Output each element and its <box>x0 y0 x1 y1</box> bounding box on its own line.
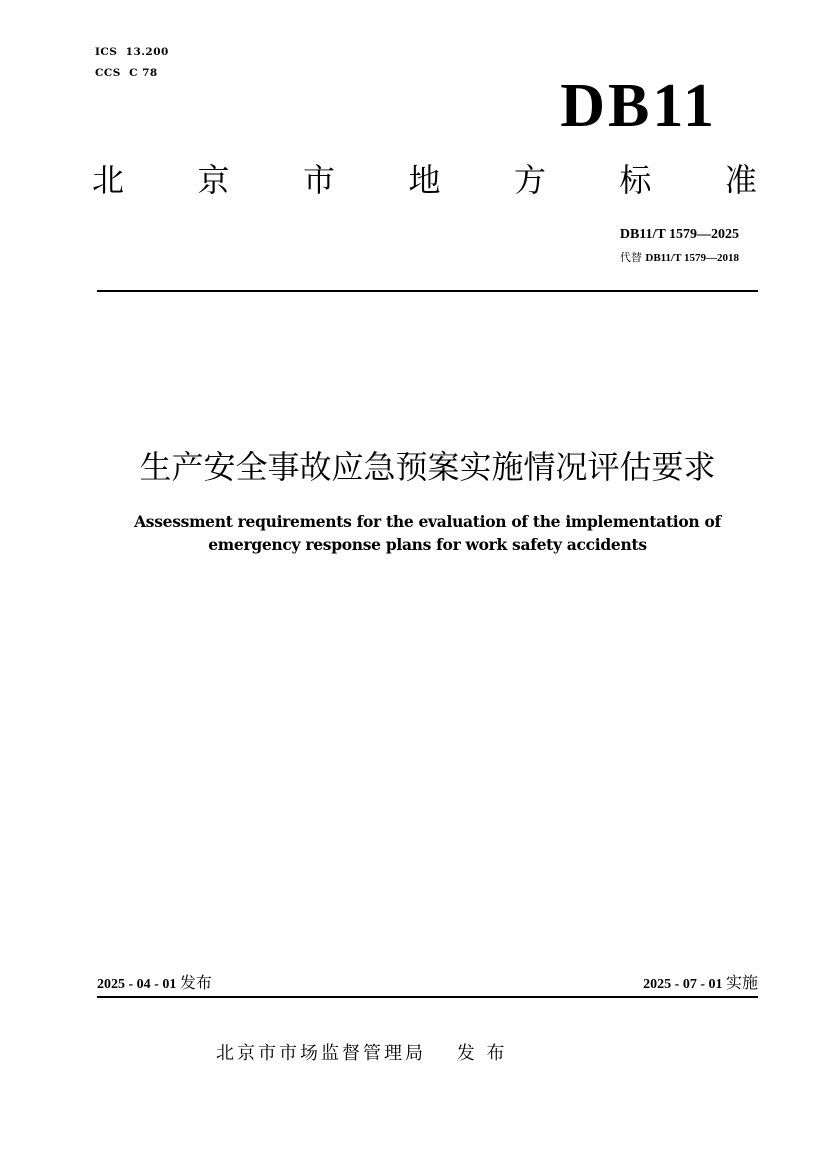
implement-date: 2025 - 07 - 01 <box>643 977 723 992</box>
standard-type-char: 标 <box>619 161 652 199</box>
standard-type-char: 市 <box>302 161 335 199</box>
issuer-name: 北京市市场监督管理局 <box>216 1043 426 1064</box>
replaces-code: DB11/T 1579—2018 <box>645 252 739 264</box>
english-title-line: Assessment requirements for the evaluation of the implementation of <box>134 512 721 531</box>
footer-divider <box>97 996 758 998</box>
standard-type-char: 方 <box>513 161 546 199</box>
standard-type-heading <box>92 158 757 202</box>
issue-date-line <box>97 970 212 999</box>
english-title-line: emergency response plans for work safety accidents <box>208 535 647 554</box>
implement-date-line <box>643 970 758 999</box>
standard-type-char: 北 <box>92 161 125 199</box>
standard-code: DB11/T 1579—2025 <box>619 227 739 242</box>
issuer-action: 发 布 <box>456 1043 508 1064</box>
chinese-title: 生产安全事故应急预案实施情况评估要求 <box>139 448 716 486</box>
ics-code: ICS 13.200 <box>95 46 169 58</box>
issue-date: 2025 - 04 - 01 <box>97 977 177 992</box>
implement-label: 实施 <box>725 973 758 992</box>
ccs-code: CCS C 78 <box>95 67 158 79</box>
issue-label: 发布 <box>179 973 212 992</box>
replaces-line <box>620 249 739 267</box>
issuer-line <box>216 1040 507 1068</box>
replaces-label: 代替 <box>619 251 642 264</box>
standard-type-char: 准 <box>724 161 757 199</box>
header-divider <box>97 290 758 292</box>
english-title <box>0 510 815 556</box>
db11-logo: DB11 <box>560 72 717 140</box>
standard-type-char: 地 <box>408 161 441 199</box>
classification-codes <box>95 42 169 84</box>
standard-type-char: 京 <box>197 161 230 199</box>
